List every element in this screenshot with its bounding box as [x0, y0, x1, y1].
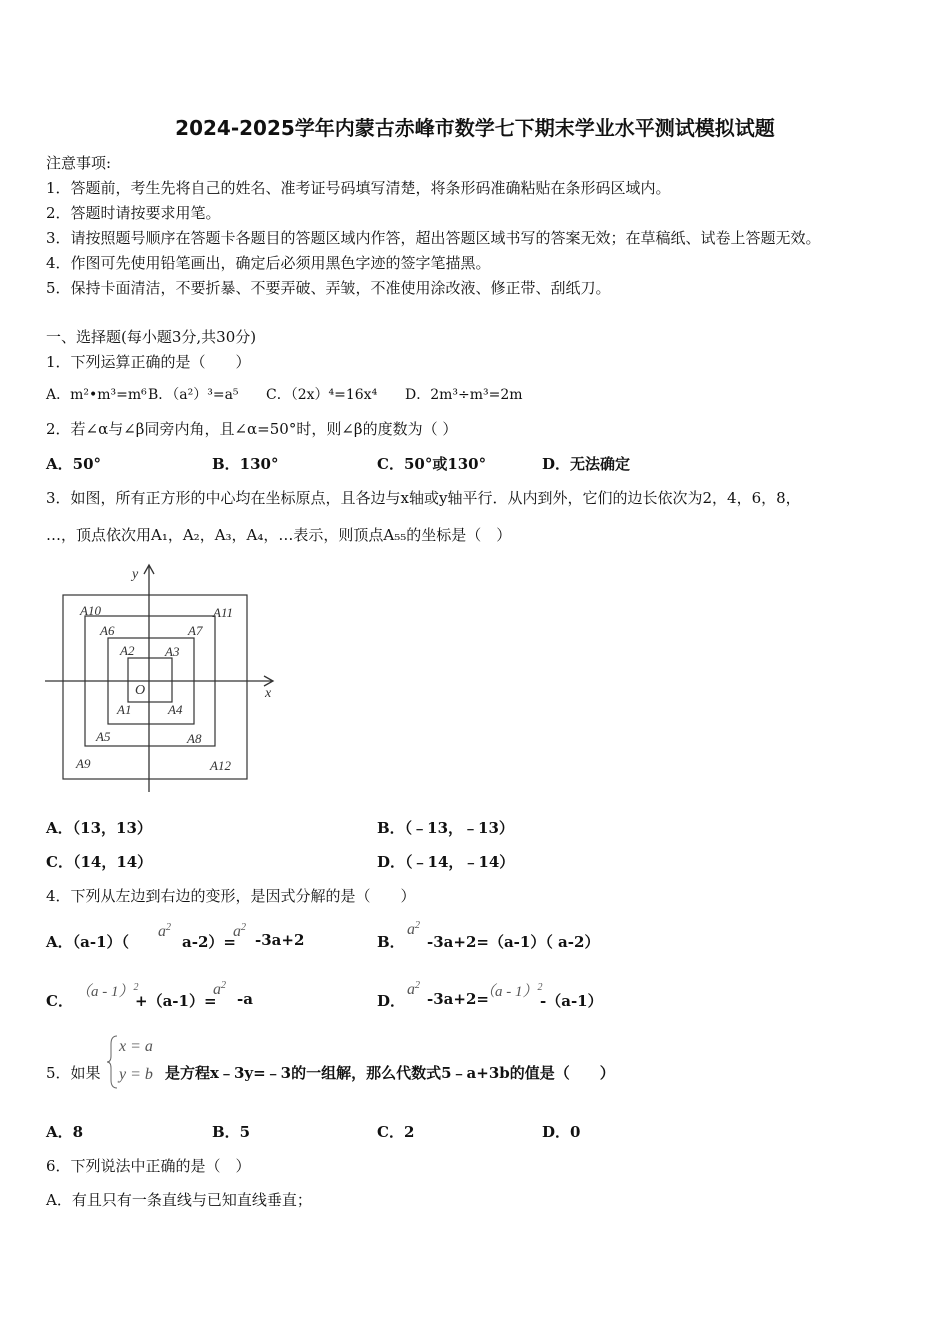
q5-option-b: B．5: [212, 1123, 251, 1141]
q2-option-a: A．50°: [46, 455, 102, 473]
notice-item: 5．保持卡面清洁，不要折暴、不要弄破、弄皱，不准使用涂改液、修正带、刮纸刀。: [46, 279, 611, 297]
q3-option-c: C．（14，14）: [46, 853, 153, 871]
q5-pre: 5．如果: [46, 1064, 101, 1082]
label-x: x: [265, 686, 272, 701]
q4-option-a: [46, 931, 129, 952]
q3-option-b: B．（﹣13，﹣13）: [377, 819, 514, 837]
label-a4: A4: [168, 702, 183, 717]
label-a10: A10: [80, 603, 101, 618]
q4-d-var: $a^2$: [407, 980, 420, 998]
notice-item: 1．答题前，考生先将自己的姓名、准考证号码填写清楚，将条形码准确粘贴在条形码区域内。: [46, 179, 671, 197]
q4-c-var: $a^2$: [213, 980, 226, 998]
page-title: 2024-2025学年内蒙古赤峰市数学七下期末学业水平测试模拟试题: [175, 116, 775, 140]
q5-eq1: x = a: [119, 1038, 153, 1055]
notice-item: 2．答题时请按要求用笔。: [46, 204, 221, 222]
section-heading: 一、选择题(每小题3分,共30分): [46, 328, 257, 346]
q5-option-c: C．2: [377, 1123, 415, 1141]
q6-option-a: A．有且只有一条直线与已知直线垂直；: [46, 1191, 312, 1209]
q2-option-c: C．50°或130°: [377, 455, 487, 473]
q5-option-a: A．8: [46, 1123, 84, 1141]
label-a11: A11: [213, 605, 233, 620]
q4-option-b: B．: [377, 933, 405, 951]
q1-stem: 1．下列运算正确的是（ ）: [46, 353, 251, 371]
label-a8: A8: [187, 731, 202, 746]
q5-option-d: D．0: [542, 1123, 581, 1141]
q4-a-post: -3a+2: [255, 931, 305, 949]
q4-d-mid: -3a+2=: [427, 990, 489, 1008]
q3-stem: 3．如图，所有正方形的中心均在坐标原点，且各边与x轴或y轴平行．从内到外，它们的边长依次为2，4，6，8，: [46, 489, 801, 507]
label-a2: A2: [120, 643, 135, 658]
notice-heading: 注意事项:: [46, 154, 112, 172]
square-figure: [40, 560, 290, 800]
q6-stem: 6．下列说法中正确的是（ ）: [46, 1157, 251, 1175]
q1-option-c: C．（2x）⁴=16x⁴: [266, 387, 378, 403]
q3-stem: …，顶点依次用A₁，A₂，A₃，A₄，…表示，则顶点A₅₅的坐标是（ ）: [46, 526, 512, 544]
q1-option-d: D．2m³÷m³=2m: [405, 387, 523, 403]
q4-stem: 4．下列从左边到右边的变形，是因式分解的是（ ）: [46, 887, 416, 905]
square-4: [63, 595, 247, 779]
label-a12: A12: [210, 758, 231, 773]
label-a1: A1: [117, 702, 132, 717]
q2-option-b: B．130°: [212, 455, 279, 473]
q4-a-var: $a^2$: [158, 922, 171, 940]
q2-option-d: D．无法确定: [542, 455, 631, 473]
notice-item: 4．作图可先使用铅笔画出，确定后必须用黑色字迹的签字笔描黑。: [46, 254, 491, 272]
notice-item: 3．请按照题号顺序在答题卡各题目的答题区域内作答，超出答题区域书写的答案无效；在草稿纸、试卷上答题无效。: [46, 229, 821, 247]
q4-c-expr: （a - 1）$^2$: [76, 982, 139, 1000]
q4-a-mid: a-2）=: [182, 933, 236, 951]
label-a7: A7: [188, 623, 203, 638]
system-brace: [106, 1034, 120, 1090]
label-a6: A6: [100, 623, 115, 638]
q1-option-b: B．（a²）³=a⁵: [148, 387, 239, 403]
q4-c-post: -a: [237, 990, 253, 1008]
label-origin: O: [135, 683, 146, 698]
q4-b-var: $a^2$: [407, 920, 420, 938]
label-a3: A3: [165, 644, 180, 659]
label-y: y: [132, 567, 139, 582]
q4-a-pre: A．（a-1）（: [46, 933, 130, 951]
q5-eq2: y = b: [119, 1066, 153, 1083]
label-a9: A9: [76, 756, 91, 771]
q2-stem: 2．若∠α与∠β同旁内角，且∠α=50°时，则∠β的度数为（ ）: [46, 420, 458, 438]
q5-post: 是方程x﹣3y=﹣3的一组解，那么代数式5﹣a+3b的值是（ ）: [165, 1064, 615, 1082]
q4-b-post: -3a+2=（a-1）（ a-2）: [427, 933, 600, 951]
label-a5: A5: [96, 729, 111, 744]
q3-option-a: A．（13，13）: [46, 819, 152, 837]
q4-d-post: -（a-1）: [540, 992, 603, 1010]
q4-option-d: D．: [377, 992, 406, 1010]
q4-d-expr: （a - 1）$^2$: [480, 982, 543, 1000]
q4-c-mid: +（a-1）=: [135, 992, 217, 1010]
q4-a-var: $a^2$: [233, 922, 246, 940]
q1-option-a: A．m²•m³=m⁶: [46, 387, 147, 403]
q3-option-d: D．（﹣14，﹣14）: [377, 853, 515, 871]
q4-option-c: C．: [46, 992, 73, 1010]
